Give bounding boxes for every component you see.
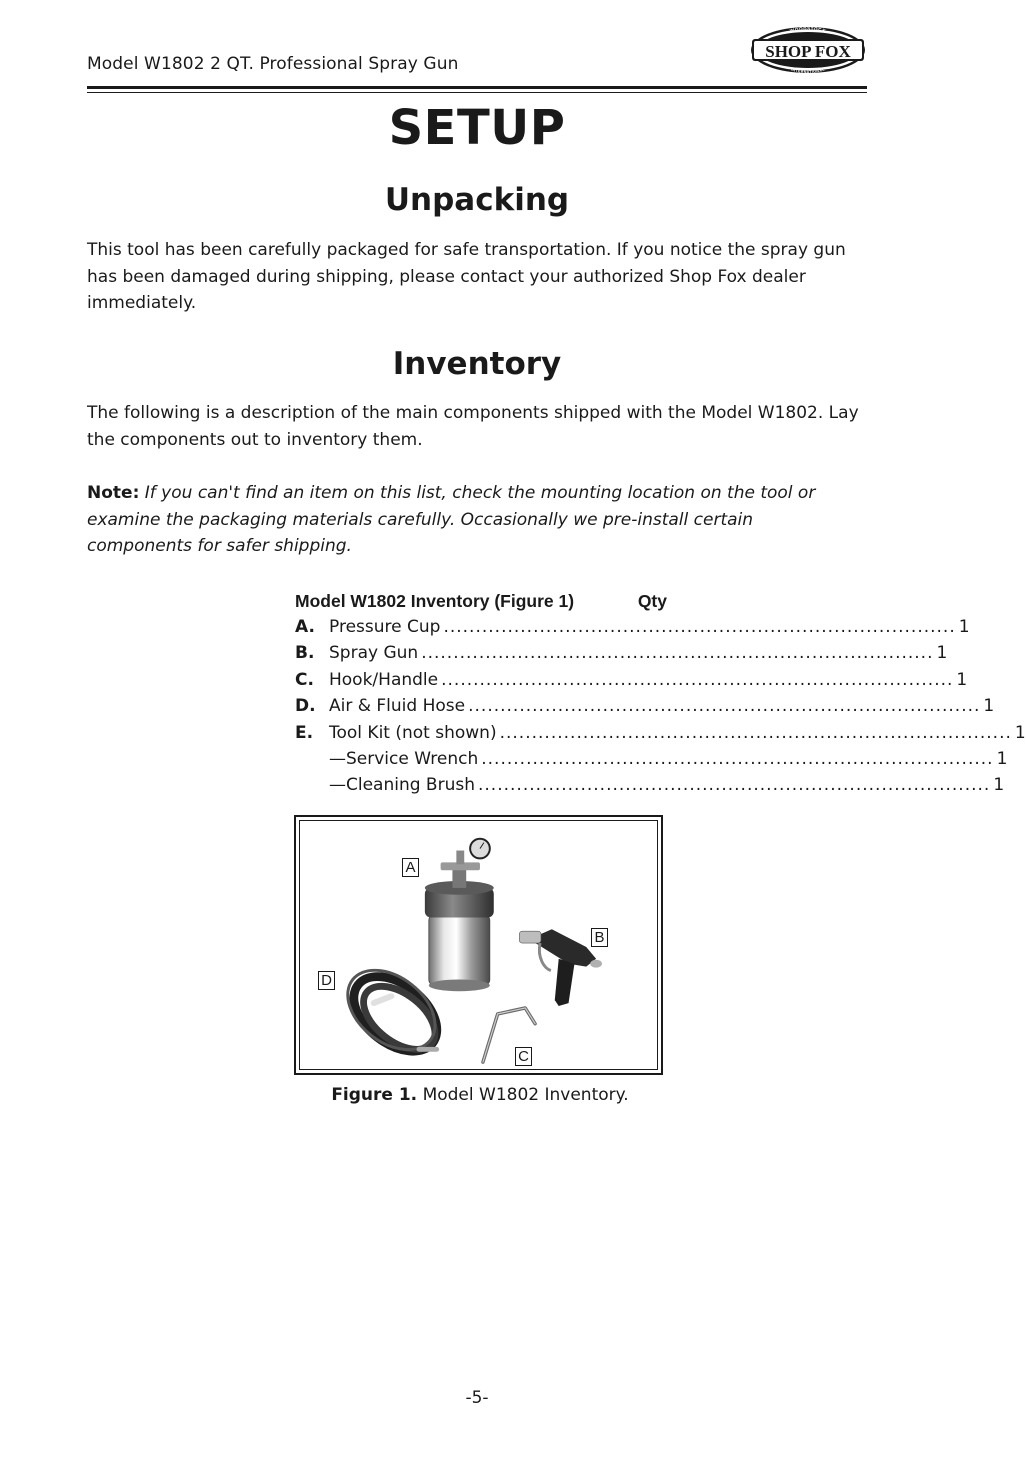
unpacking-heading: Unpacking: [384, 182, 570, 218]
inventory-rows: [295, 614, 1026, 799]
leader-dots: ................................................................................: [481, 748, 994, 769]
section-title: SETUP: [388, 100, 566, 156]
inventory-row: [295, 667, 968, 693]
header-rule-thin: [87, 92, 867, 93]
inventory-item-qty: 1: [1014, 722, 1026, 743]
inventory-row: [295, 746, 1008, 772]
inventory-item-name: Tool Kit (not shown): [329, 722, 497, 743]
inventory-item-qty: 1: [996, 748, 1008, 769]
callout-b: B: [591, 928, 608, 947]
leader-dots: ................................................................................: [499, 722, 1012, 743]
inventory-qty-header: Qty: [637, 591, 667, 611]
inventory-item-name: —Cleaning Brush: [329, 775, 475, 796]
callout-c: C: [515, 1047, 532, 1066]
inventory-row: [295, 720, 1026, 746]
leader-dots: ................................................................................: [478, 775, 991, 796]
inventory-item-qty: 1: [936, 643, 948, 664]
unpacking-paragraph: This tool has been carefully packaged for safe transportation. If you notice the spray gun has been damaged during shipping, please contact your authorized Shop Fox dealer immediately.: [87, 240, 846, 313]
inventory-item-name: Pressure Cup: [329, 617, 441, 637]
inventory-paragraph: The following is a description of the main components shipped with the Model W1802. Lay the components out to inventory them.: [87, 403, 859, 450]
inventory-item-name: Air & Fluid Hose: [329, 696, 466, 717]
inventory-heading: Inventory: [392, 346, 562, 382]
inventory-item-name: Hook/Handle: [329, 669, 439, 690]
callout-a: A: [402, 858, 419, 877]
shop-fox-logo: [749, 25, 867, 75]
logo-wordmark: SHOP FOX: [765, 42, 851, 61]
leader-dots: ................................................................................: [421, 643, 934, 664]
header-rule-thick: [87, 86, 867, 89]
inventory-item-qty: 1: [983, 696, 995, 717]
inventory-item-qty: 1: [956, 669, 968, 690]
note-text: If you can't find an item on this list, check the mounting location on the tool or examine the packaging materials carefully. Occasionally we pre-install certain components for safer shipping.: [87, 483, 816, 556]
header-title: Model W1802 2 QT. Professional Spray Gun: [87, 54, 459, 74]
inventory-table-title: Model W1802 Inventory (Figure 1): [295, 591, 575, 611]
inventory-item-letter: C.: [295, 669, 314, 690]
inventory-item-name: —Service Wrench: [329, 748, 479, 769]
inventory-row: [295, 640, 948, 666]
inventory-item-letter: B.: [295, 643, 315, 664]
leader-dots: ................................................................................: [468, 696, 981, 717]
page-number: -5-: [465, 1388, 489, 1408]
pressure-cup-illustration: [425, 839, 494, 992]
logo-arc-top: WOODSTOCK: [789, 25, 827, 34]
inventory-row: [295, 772, 1005, 798]
inventory-item-letter: E.: [295, 722, 314, 743]
logo-arc-bottom: INTERNATIONAL: [790, 67, 826, 75]
inventory-row: [295, 614, 970, 640]
leader-dots: ................................................................................: [443, 617, 956, 637]
figure-frame: [294, 815, 663, 1075]
inventory-note: [87, 480, 847, 560]
inventory-item-qty: 1: [993, 775, 1005, 796]
callout-d: D: [318, 971, 335, 990]
inventory-row: [295, 693, 995, 719]
inventory-item-letter: A.: [295, 617, 315, 637]
inventory-item-letter: D.: [295, 696, 316, 717]
figure-image: [299, 820, 658, 1070]
inventory-table-header: [295, 588, 667, 614]
figure-caption-label: Figure 1.: [331, 1085, 418, 1105]
note-label: Note:: [87, 483, 140, 503]
inventory-item-name: Spray Gun: [329, 643, 419, 664]
spray-gun-illustration: [519, 929, 602, 1006]
leader-dots: ................................................................................: [441, 669, 954, 690]
inventory-item-qty: 1: [958, 617, 970, 637]
inventory-table: [295, 588, 1026, 799]
figure-caption: [294, 1085, 666, 1105]
figure-caption-text: Model W1802 Inventory.: [422, 1085, 629, 1105]
